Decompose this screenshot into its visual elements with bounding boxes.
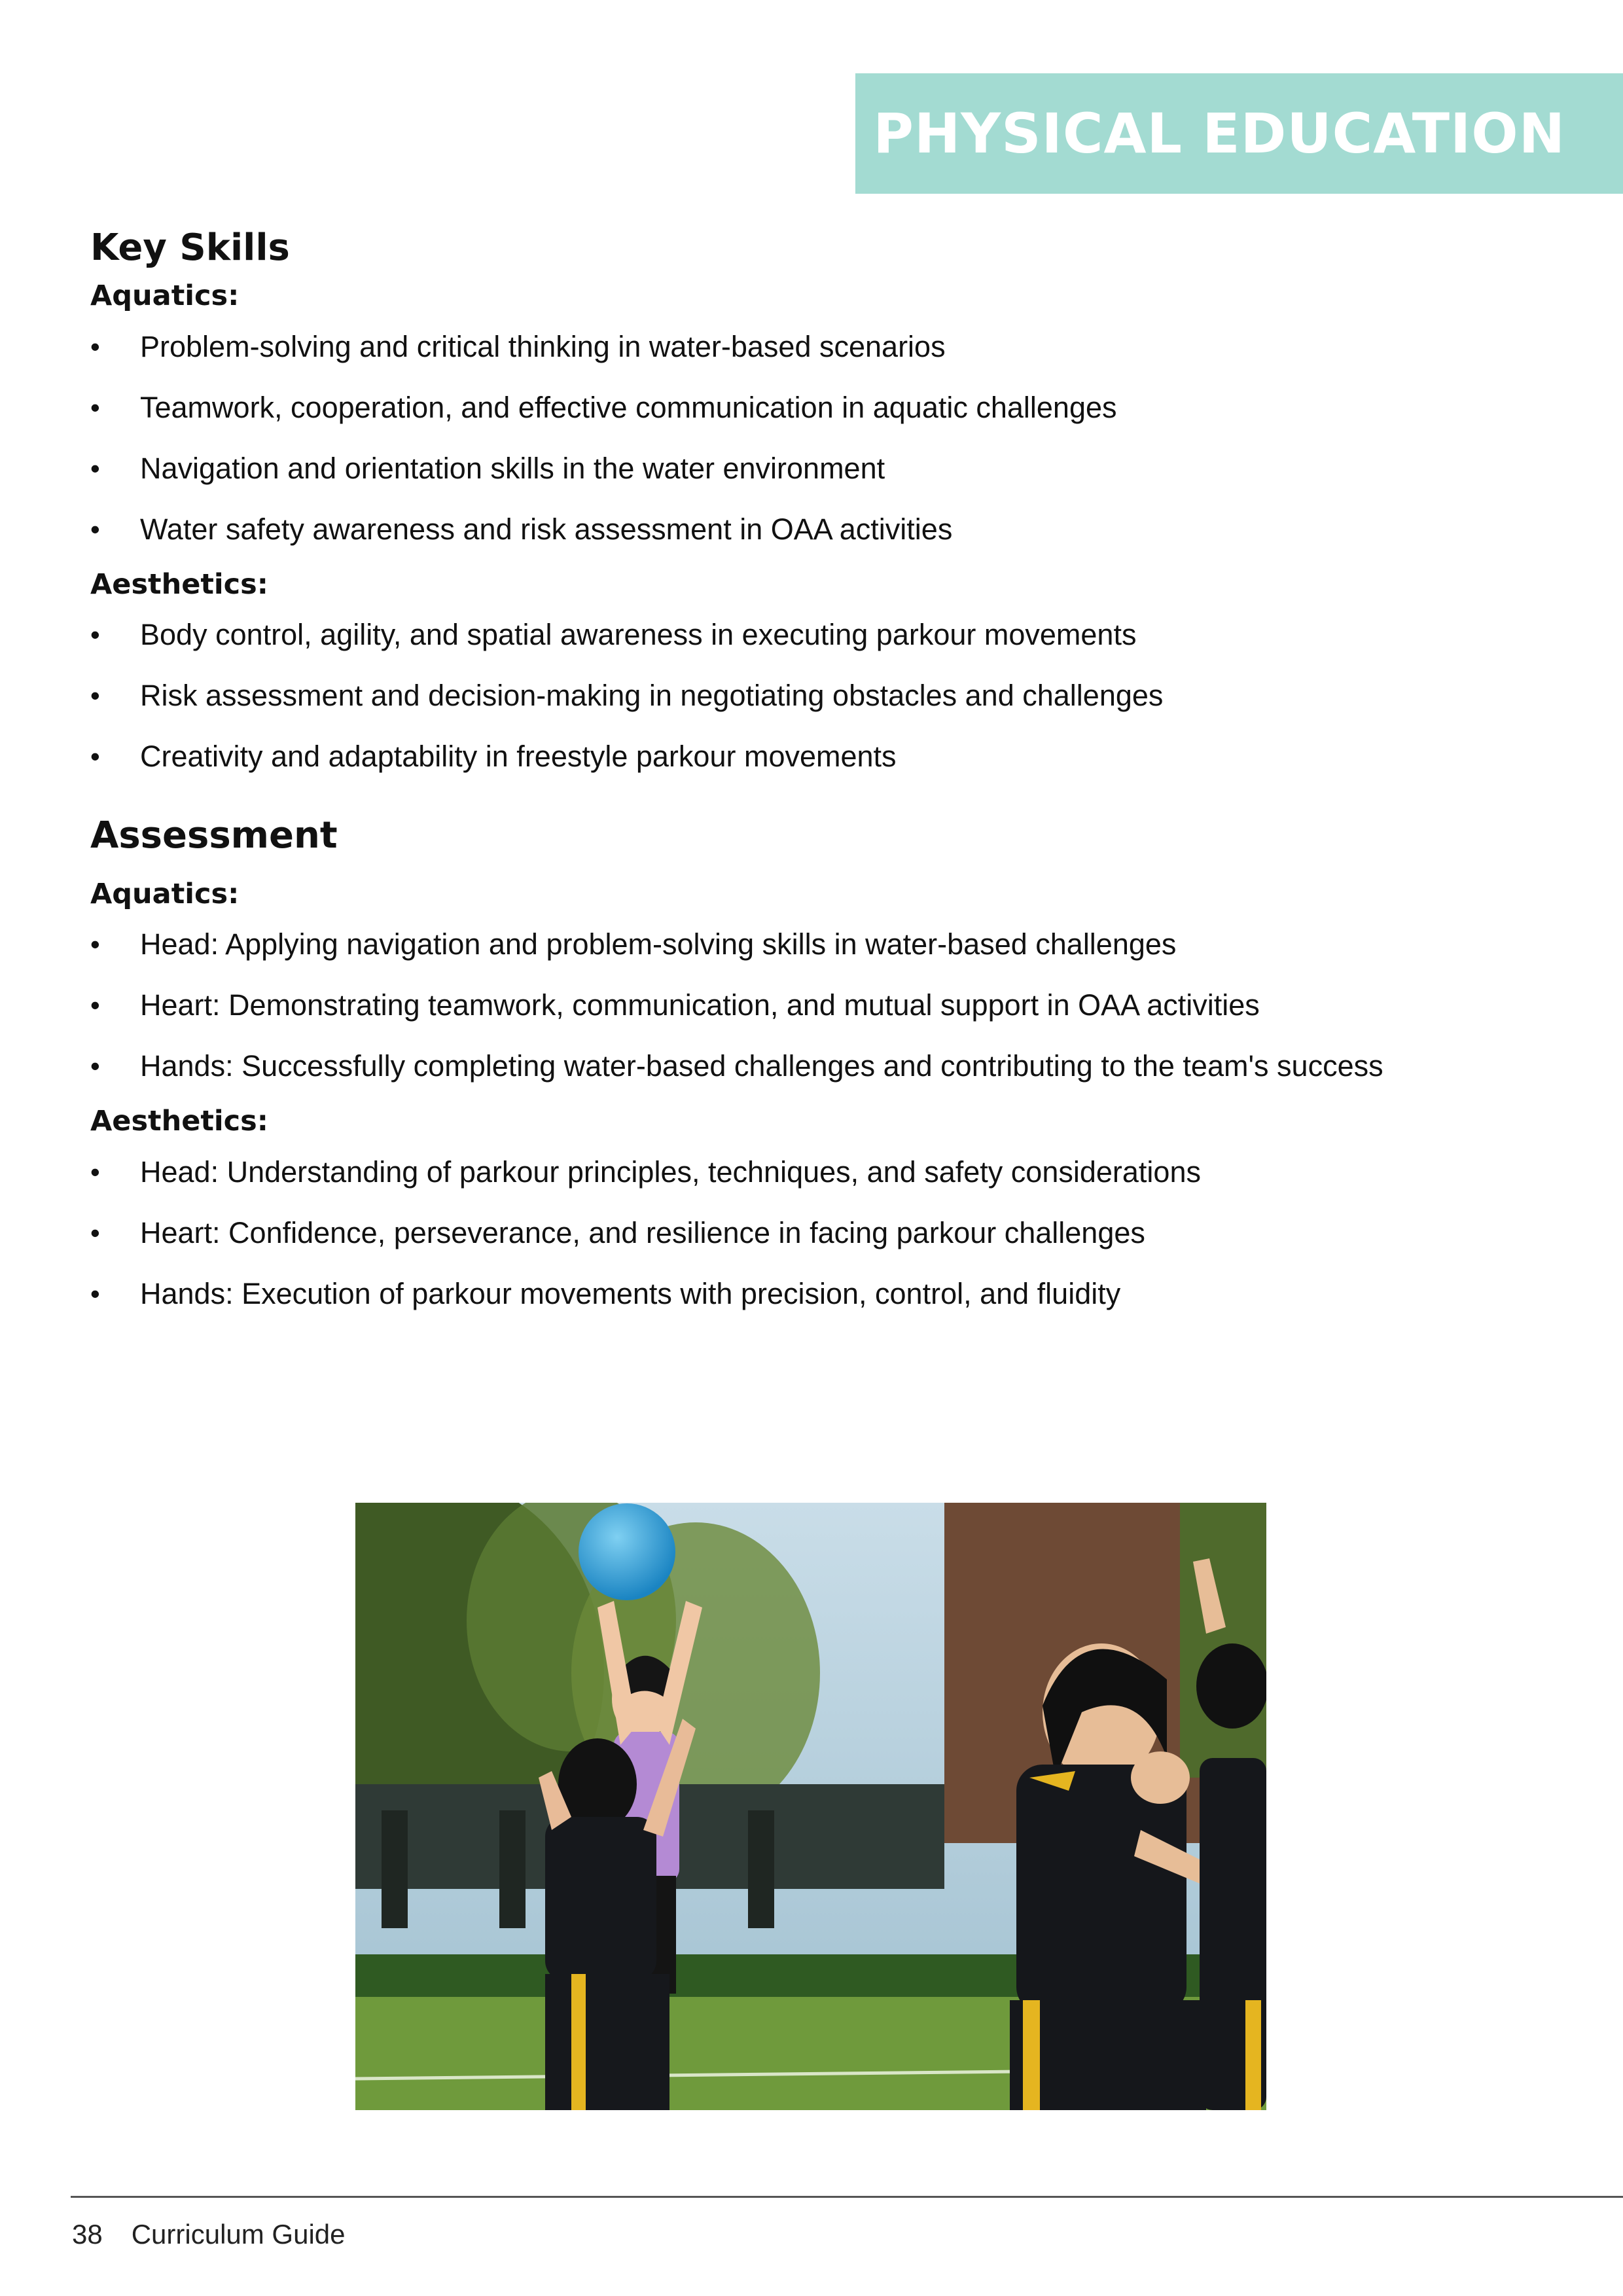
list-item: • Navigation and orientation skills in the water environment <box>90 438 1530 499</box>
photo-illustration <box>355 1503 1266 2110</box>
list-item: • Water safety awareness and risk assessment in OAA activities <box>90 499 1530 560</box>
list-item: • Hands: Execution of parkour movements with precision, control, and fluidity <box>90 1263 1530 1324</box>
list-item: • Head: Applying navigation and problem-solving skills in water-based challenges <box>90 914 1530 975</box>
assessment-aquatics-list <box>90 914 1530 1096</box>
header-banner <box>855 73 1623 194</box>
list-item: • Risk assessment and decision-making in negotiating obstacles and challenges <box>90 665 1530 726</box>
assessment-aesthetics-list <box>90 1141 1530 1324</box>
page-footer <box>72 2219 346 2250</box>
list-item: • Head: Understanding of parkour principles, techniques, and safety considerations <box>90 1141 1530 1202</box>
students-ball-photo <box>355 1503 1266 2110</box>
list-item: • Heart: Demonstrating teamwork, communication, and mutual support in OAA activities <box>90 975 1530 1035</box>
assessment-aesthetics-label: Aesthetics: <box>90 1105 268 1138</box>
page-title: PHYSICAL EDUCATION <box>873 101 1565 166</box>
page-number: 38 <box>72 2219 103 2250</box>
key-skills-aesthetics-list <box>90 604 1530 787</box>
footer-divider <box>71 2196 1623 2198</box>
key-skills-heading: Key Skills <box>90 226 290 269</box>
key-skills-aesthetics-label: Aesthetics: <box>90 567 268 601</box>
key-skills-aquatics-list <box>90 316 1530 560</box>
list-item: • Creativity and adaptability in freestyle parkour movements <box>90 726 1530 787</box>
key-skills-aquatics-label: Aquatics: <box>90 279 240 313</box>
main-content <box>90 223 1530 1324</box>
assessment-heading: Assessment <box>90 814 338 857</box>
footer-title: Curriculum Guide <box>131 2219 346 2250</box>
list-item: • Teamwork, cooperation, and effective communication in aquatic challenges <box>90 377 1530 438</box>
list-item: • Heart: Confidence, perseverance, and resilience in facing parkour challenges <box>90 1202 1530 1263</box>
list-item: • Hands: Successfully completing water-based challenges and contributing to the team's success <box>90 1035 1530 1096</box>
assessment-aquatics-label: Aquatics: <box>90 878 240 911</box>
list-item: • Problem-solving and critical thinking in water-based scenarios <box>90 316 1530 377</box>
list-item: • Body control, agility, and spatial awareness in executing parkour movements <box>90 604 1530 665</box>
